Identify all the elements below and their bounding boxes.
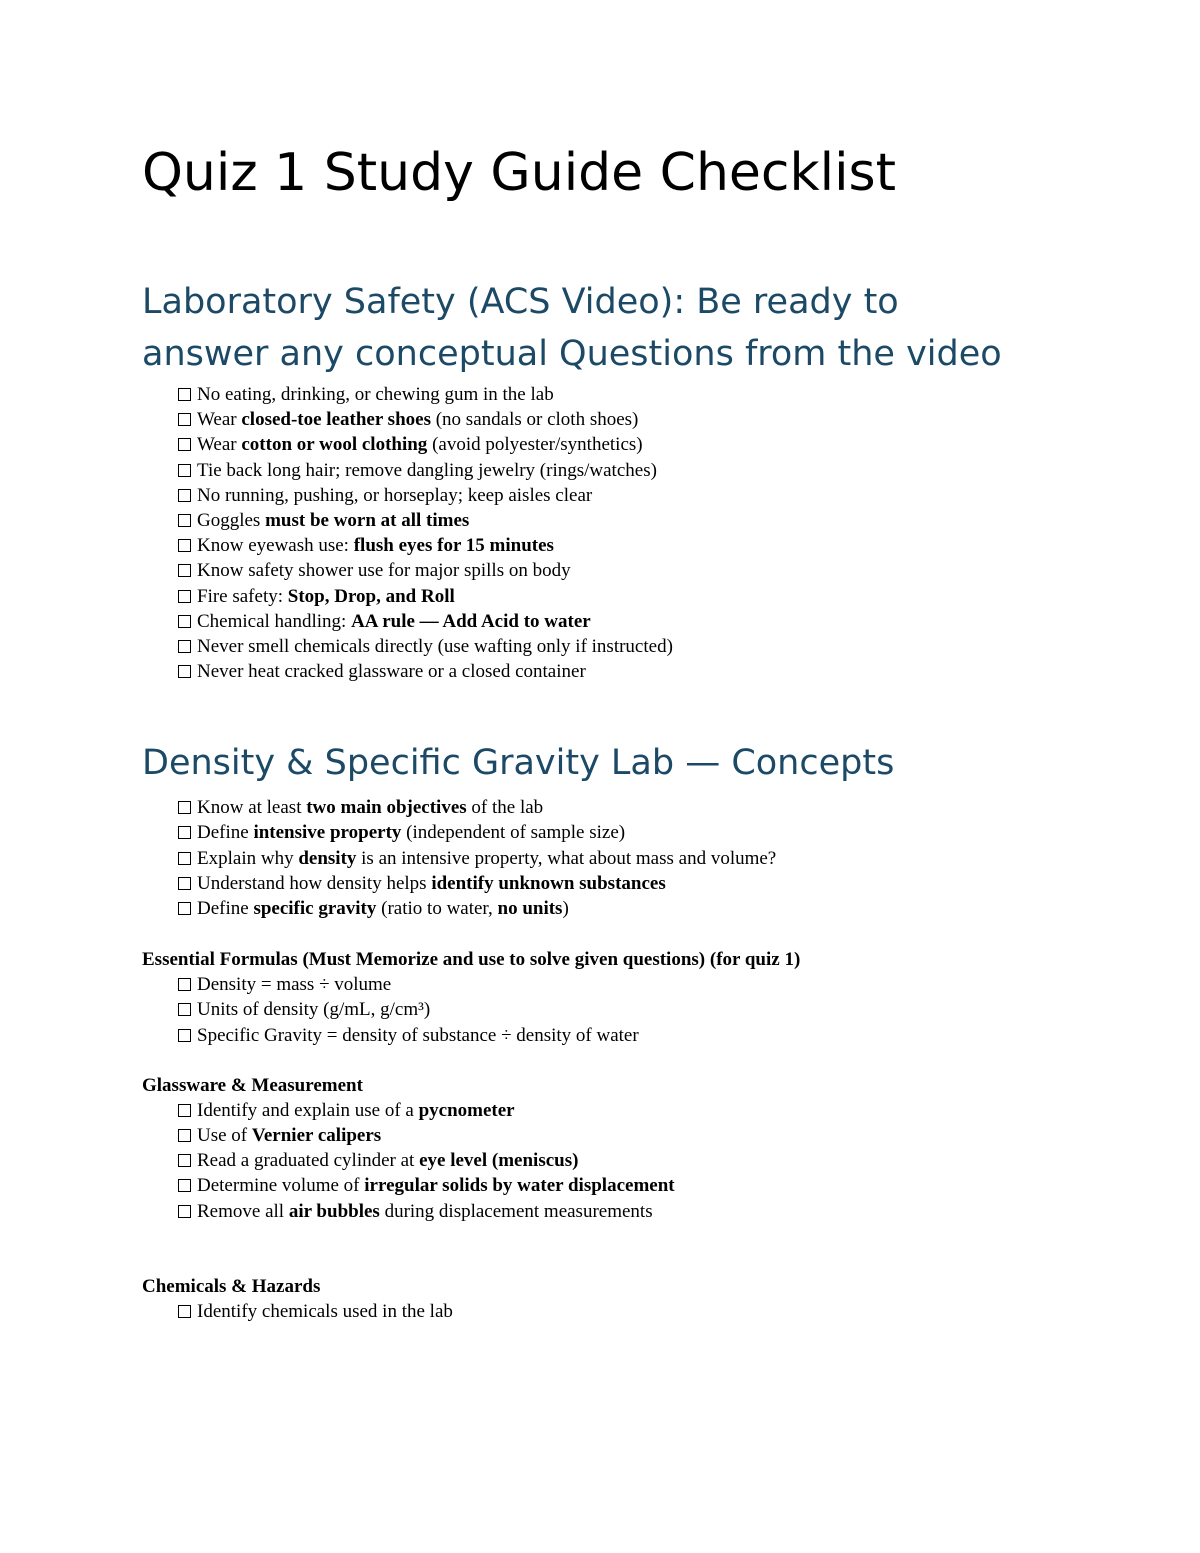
item-bold-text: no units: [497, 898, 563, 919]
checkbox-icon[interactable]: [178, 665, 191, 678]
item-text: ): [562, 898, 569, 919]
checklist-item: [178, 1123, 1042, 1148]
chemicals-subheading: Chemicals & Hazards: [142, 1275, 321, 1297]
checklist-item: [178, 558, 1042, 583]
checklist-item: [178, 1299, 1042, 1324]
item-bold-text: pycnometer: [418, 1099, 515, 1121]
item-text: (avoid polyester/synthetics): [427, 434, 643, 456]
item-text: during displacement measurements: [379, 1200, 653, 1222]
checkbox-icon[interactable]: [178, 464, 191, 477]
checklist-item: [178, 871, 1042, 896]
checklist-item: [178, 896, 1042, 921]
item-text: No running, pushing, or horseplay; keep aisles clear: [197, 484, 593, 506]
item-text: Explain why: [197, 847, 299, 869]
checkbox-icon[interactable]: [178, 564, 191, 577]
checkbox-icon[interactable]: [178, 1003, 191, 1016]
item-bold-text: cotton or wool clothing: [241, 434, 428, 456]
item-text: (independent of sample size): [401, 822, 626, 844]
item-text: Define: [197, 822, 254, 844]
document-page: [142, 140, 1042, 1324]
checklist-item: [178, 584, 1042, 609]
checkbox-icon[interactable]: [178, 978, 191, 991]
glassware-subheading: Glassware & Measurement: [142, 1074, 363, 1096]
checklist-item: [178, 659, 1042, 684]
checkbox-icon[interactable]: [178, 1029, 191, 1042]
item-text: Determine volume of: [197, 1175, 365, 1197]
checklist-item: [178, 1173, 1042, 1198]
checkbox-icon[interactable]: [178, 1154, 191, 1167]
item-text: Identify and explain use of a: [197, 1099, 419, 1121]
item-bold-text: eye level (meniscus): [419, 1150, 579, 1172]
item-text: Never smell chemicals directly (use wafting only if instructed): [197, 635, 673, 657]
item-text: Chemical handling:: [197, 610, 352, 632]
item-bold-text: specific gravity: [253, 898, 377, 919]
checklist-item: [178, 1098, 1042, 1123]
checkbox-icon[interactable]: [178, 413, 191, 426]
safety-checklist: [142, 382, 1042, 684]
item-bold-text: must be worn at all times: [265, 509, 470, 531]
density-checklist: [142, 795, 1042, 921]
item-text: Know eyewash use:: [197, 535, 354, 557]
checklist-item: [178, 634, 1042, 659]
checkbox-icon[interactable]: [178, 877, 191, 890]
checkbox-icon[interactable]: [178, 539, 191, 552]
item-text: Identify chemicals used in the lab: [197, 1300, 453, 1322]
item-text: Wear: [197, 434, 242, 456]
checklist-item: [178, 483, 1042, 508]
item-bold-text: identify unknown substances: [431, 872, 666, 894]
checklist-item: [178, 1148, 1042, 1173]
glassware-checklist: [142, 1098, 1042, 1224]
item-text: Define: [197, 898, 254, 919]
checklist-item: [178, 432, 1042, 457]
item-bold-text: Vernier calipers: [251, 1124, 382, 1146]
checklist-item: [178, 972, 1042, 997]
checkbox-icon[interactable]: [178, 1305, 191, 1318]
checkbox-icon[interactable]: [178, 1104, 191, 1117]
item-text: Know at least: [197, 797, 307, 819]
item-text: Know safety shower use for major spills on body: [197, 560, 571, 582]
item-text: Goggles: [197, 509, 266, 531]
item-bold-text: irregular solids by water displacement: [364, 1175, 675, 1197]
item-text: No eating, drinking, or chewing gum in the lab: [197, 384, 554, 405]
item-bold-text: AA rule — Add Acid to water: [351, 610, 591, 632]
checkbox-icon[interactable]: [178, 801, 191, 814]
checkbox-icon[interactable]: [178, 1179, 191, 1192]
item-bold-text: air bubbles: [288, 1200, 380, 1222]
checklist-item: [178, 609, 1042, 634]
checklist-item: [178, 997, 1042, 1022]
checklist-item: [178, 795, 1042, 820]
item-text: Understand how density helps: [197, 872, 432, 894]
chemicals-checklist: [142, 1299, 1042, 1324]
checkbox-icon[interactable]: [178, 902, 191, 915]
checklist-item: [178, 1199, 1042, 1224]
item-text: (no sandals or cloth shoes): [430, 409, 639, 431]
checklist-item: [178, 533, 1042, 558]
item-text: Read a graduated cylinder at: [197, 1150, 420, 1172]
formulas-subheading: Essential Formulas (Must Memorize and use to solve given questions) (for quiz 1): [142, 949, 801, 971]
checklist-item: [178, 382, 1042, 407]
item-bold-text: density: [298, 847, 357, 869]
item-bold-text: flush eyes for 15 minutes: [353, 535, 554, 557]
checkbox-icon[interactable]: [178, 852, 191, 865]
item-text: Tie back long hair; remove dangling jewelry (rings/watches): [197, 459, 657, 481]
item-text: Use of: [197, 1124, 252, 1146]
checkbox-icon[interactable]: [178, 514, 191, 527]
checklist-item: [178, 820, 1042, 845]
checkbox-icon[interactable]: [178, 1129, 191, 1142]
density-section-heading: Density & Specific Gravity Lab — Concepts: [142, 743, 895, 784]
checklist-item: [178, 846, 1042, 871]
checkbox-icon[interactable]: [178, 1205, 191, 1218]
checkbox-icon[interactable]: [178, 489, 191, 502]
checklist-item: [178, 407, 1042, 432]
checkbox-icon[interactable]: [178, 826, 191, 839]
item-text: Never heat cracked glassware or a closed container: [197, 661, 586, 683]
item-text: Units of density (g/mL, g/cm³): [197, 999, 431, 1021]
item-text: Specific Gravity = density of substance ÷ density of water: [197, 1024, 639, 1046]
item-bold-text: Stop, Drop, and Roll: [287, 585, 455, 607]
item-text: Wear: [197, 409, 242, 431]
item-text: Density = mass ÷ volume: [197, 974, 392, 996]
item-text: Remove all: [197, 1200, 289, 1222]
checklist-item: [178, 458, 1042, 483]
item-text: of the lab: [466, 797, 544, 819]
checklist-item: [178, 508, 1042, 533]
item-text: Fire safety:: [197, 585, 288, 607]
item-bold-text: closed-toe leather shoes: [241, 409, 431, 431]
item-bold-text: intensive property: [253, 822, 402, 844]
checklist-item: [178, 1023, 1042, 1048]
item-text: is an intensive property, what about mass and volume?: [356, 847, 777, 869]
checkbox-icon[interactable]: [178, 388, 191, 401]
formulas-checklist: [142, 972, 1042, 1048]
checkbox-icon[interactable]: [178, 640, 191, 653]
checkbox-icon[interactable]: [178, 590, 191, 603]
checkbox-icon[interactable]: [178, 438, 191, 451]
checkbox-icon[interactable]: [178, 615, 191, 628]
item-bold-text: two main objectives: [306, 797, 467, 819]
page-title: Quiz 1 Study Guide Checklist: [142, 143, 896, 203]
safety-section-heading: Laboratory Safety (ACS Video): Be ready to answer any conceptual Questions from the video: [142, 282, 1002, 374]
item-text: (ratio to water,: [376, 898, 498, 919]
